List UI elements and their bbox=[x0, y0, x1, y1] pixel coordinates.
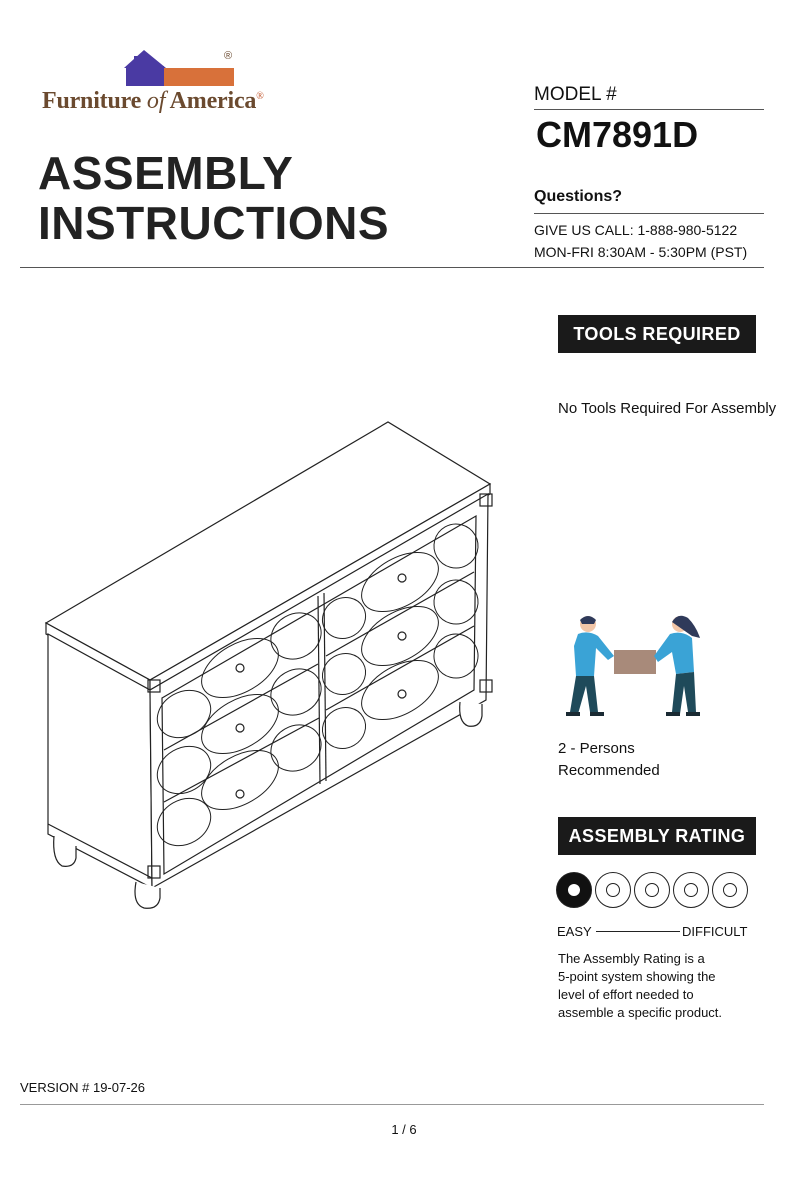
tools-required-header: TOOLS REQUIRED bbox=[558, 315, 756, 353]
house-body bbox=[126, 66, 164, 86]
rating-description-line: The Assembly Rating is a bbox=[558, 951, 705, 966]
footer-divider bbox=[20, 1104, 764, 1105]
dresser-illustration bbox=[40, 418, 500, 918]
logo-orange-bar bbox=[164, 68, 234, 86]
brand-name-part2: of bbox=[146, 88, 166, 114]
version-label: VERSION # 19-07-26 bbox=[20, 1080, 146, 1095]
assembly-rating-header: ASSEMBLY RATING bbox=[558, 817, 756, 855]
rating-scale-line bbox=[596, 931, 680, 932]
rating-dot-3 bbox=[634, 872, 670, 908]
brand-name bbox=[42, 88, 264, 115]
registered-mark: ® bbox=[224, 50, 233, 62]
persons-line2: Recommended bbox=[558, 762, 660, 779]
phone-line: GIVE US CALL: 1-888-980-5122 bbox=[534, 222, 738, 238]
persons-line1: 2 - Persons bbox=[558, 740, 635, 757]
rating-dot-1 bbox=[556, 872, 592, 908]
rating-description-line: assemble a specific product. bbox=[558, 1005, 723, 1020]
persons-recommended bbox=[558, 738, 660, 782]
questions-divider bbox=[534, 213, 764, 214]
model-label: MODEL # bbox=[534, 84, 617, 105]
header-divider bbox=[20, 267, 764, 268]
rating-description-line: level of effort needed to bbox=[558, 987, 694, 1002]
easy-label: EASY bbox=[557, 924, 592, 939]
title-line2: INSTRUCTIONS bbox=[38, 197, 389, 249]
rating-description bbox=[558, 950, 758, 1022]
hours-line: MON-FRI 8:30AM - 5:30PM (PST) bbox=[534, 244, 748, 260]
rating-dot-4 bbox=[673, 872, 709, 908]
title-line1: ASSEMBLY bbox=[38, 147, 294, 199]
rating-description-line: 5-point system showing the bbox=[558, 969, 716, 984]
rating-scale bbox=[556, 872, 748, 908]
tools-required-text: No Tools Required For Assembly bbox=[558, 400, 777, 417]
brand-registered-mark: ® bbox=[256, 91, 264, 102]
rating-dot-2 bbox=[595, 872, 631, 908]
brand-name-part3: America bbox=[169, 88, 257, 114]
two-people-carrying-box-icon bbox=[560, 612, 710, 722]
page-number: 1 / 6 bbox=[391, 1122, 417, 1137]
brand-name-part1: Furniture bbox=[42, 88, 142, 114]
difficult-label: DIFFICULT bbox=[682, 924, 748, 939]
model-number: CM7891D bbox=[536, 114, 699, 155]
model-divider bbox=[534, 109, 764, 110]
house-roof-icon bbox=[124, 50, 166, 68]
questions-heading: Questions? bbox=[534, 188, 623, 205]
rating-dot-5 bbox=[712, 872, 748, 908]
